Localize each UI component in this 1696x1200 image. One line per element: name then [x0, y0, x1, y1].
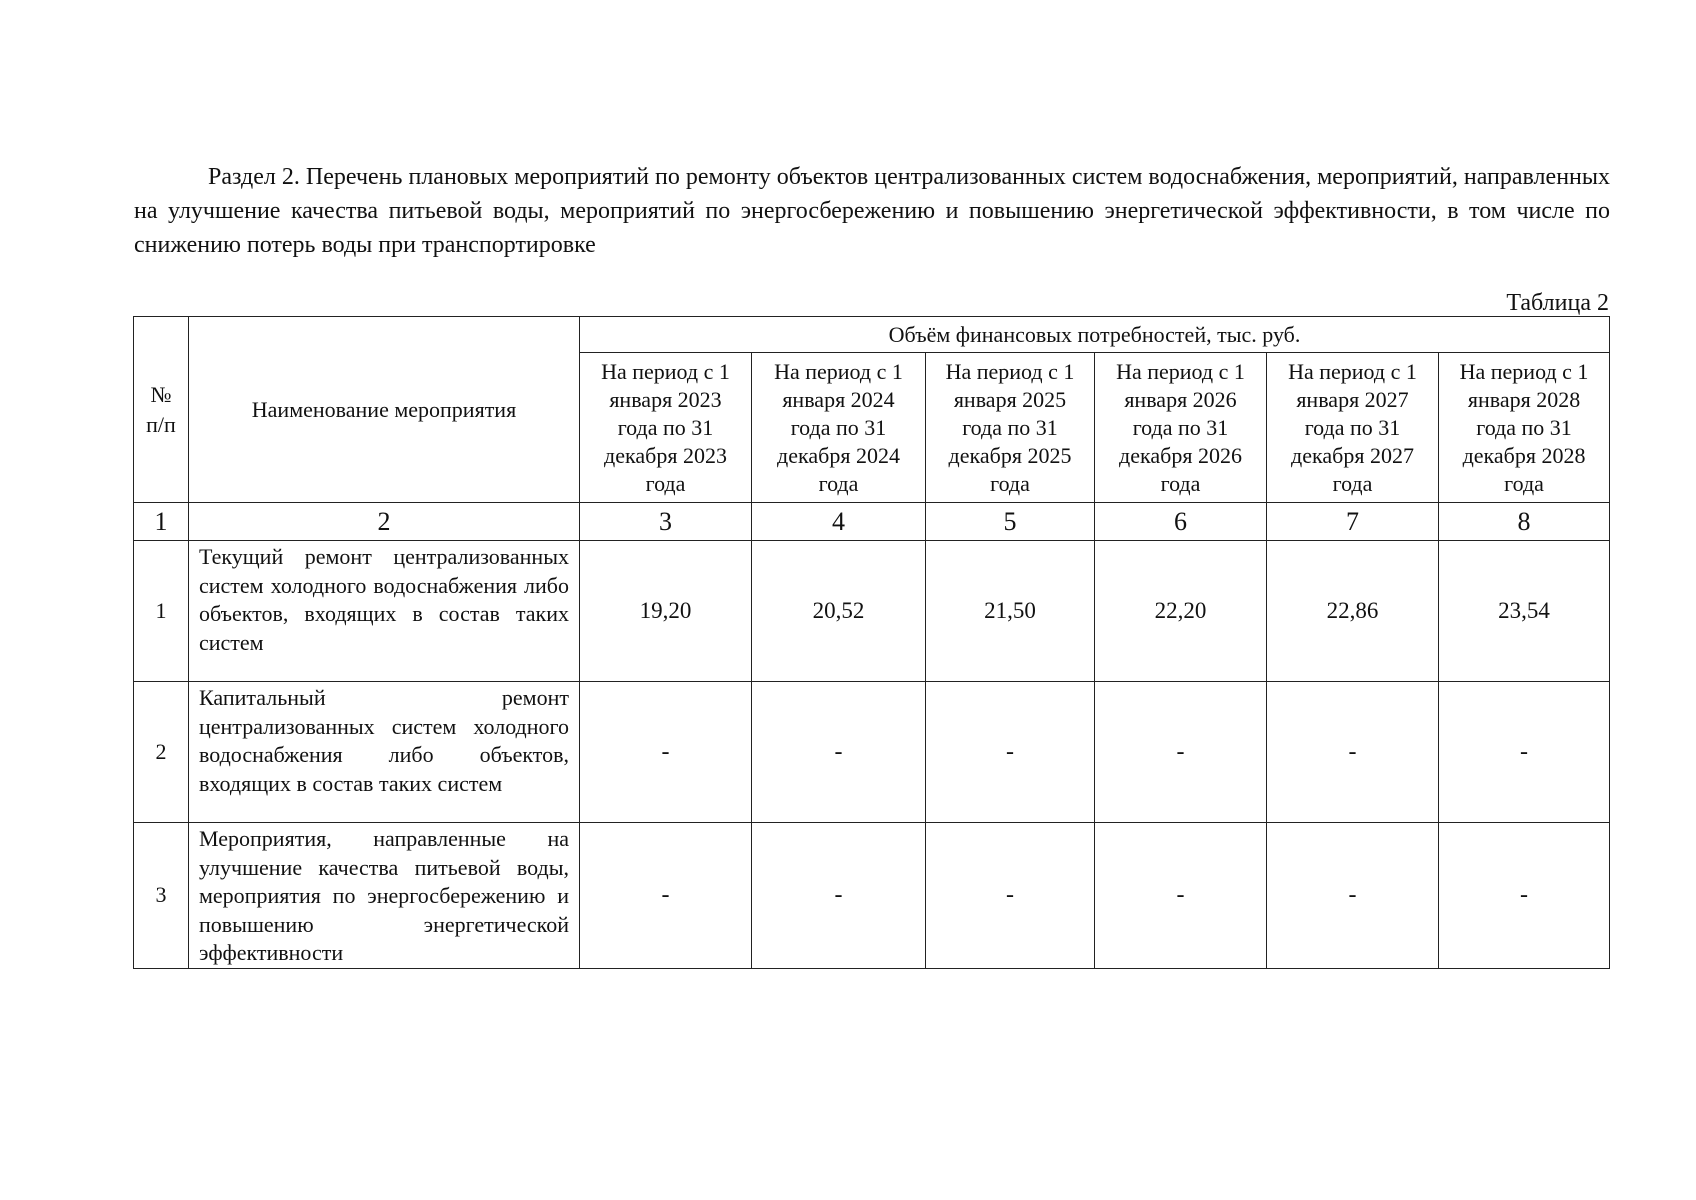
row-value: - — [580, 823, 752, 969]
column-number: 8 — [1439, 503, 1610, 541]
row-value: 23,54 — [1439, 541, 1610, 682]
row-number: 3 — [134, 823, 189, 969]
row-value: 21,50 — [926, 541, 1095, 682]
column-numbers-row — [134, 503, 1610, 541]
row-value: - — [580, 682, 752, 823]
section-heading: Раздел 2. Перечень плановых мероприятий по ремонту объектов централизованных систем водоснабжения, мероприятий, направленных на улучшение качества питьевой воды, мероприятий по энергосбережению и повышению энергетической эффективности, в том числе по снижению потерь воды при транспортировке — [134, 164, 1610, 258]
header-period-2023: На период с 1 января 2023 года по 31 декабря 2023 года — [580, 353, 752, 503]
row-value: - — [752, 682, 926, 823]
row-value: 20,52 — [752, 541, 926, 682]
row-value: - — [1267, 682, 1439, 823]
row-value: - — [1439, 823, 1610, 969]
row-value: - — [1439, 682, 1610, 823]
header-period-2027: На период с 1 января 2027 года по 31 декабря 2027 года — [1267, 353, 1439, 503]
column-number: 7 — [1267, 503, 1439, 541]
row-value: - — [926, 682, 1095, 823]
column-number: 1 — [134, 503, 189, 541]
header-period-2028: На период с 1 января 2028 года по 31 декабря 2028 года — [1439, 353, 1610, 503]
header-period-2025: На период с 1 января 2025 года по 31 декабря 2025 года — [926, 353, 1095, 503]
header-row-top — [134, 317, 1610, 353]
row-value: 22,86 — [1267, 541, 1439, 682]
table-caption: Таблица 2 — [1506, 290, 1609, 316]
row-value: - — [1095, 823, 1267, 969]
column-number: 2 — [189, 503, 580, 541]
column-number: 5 — [926, 503, 1095, 541]
row-value: - — [752, 823, 926, 969]
table-row — [134, 541, 1610, 682]
header-period-2024: На период с 1 января 2024 года по 31 декабря 2024 года — [752, 353, 926, 503]
header-name: Наименование мероприятия — [189, 317, 580, 503]
row-name: Текущий ремонт централизованных систем холодного водоснабжения либо объектов, входящих в состав таких систем — [189, 541, 580, 682]
row-value: - — [1095, 682, 1267, 823]
table-row — [134, 682, 1610, 823]
row-number: 2 — [134, 682, 189, 823]
header-period-2026: На период с 1 января 2026 года по 31 декабря 2026 года — [1095, 353, 1267, 503]
column-number: 4 — [752, 503, 926, 541]
row-value: - — [926, 823, 1095, 969]
row-name: Капитальный ремонт централизованных систем холодного водоснабжения либо объектов, входящих в состав таких систем — [189, 682, 580, 823]
row-name: Мероприятия, направленные на улучшение качества питьевой воды, мероприятия по энергосбережению и повышению энергетической эффективности — [189, 823, 580, 969]
row-number: 1 — [134, 541, 189, 682]
column-number: 3 — [580, 503, 752, 541]
row-value: 22,20 — [1095, 541, 1267, 682]
header-funding-group: Объём финансовых потребностей, тыс. руб. — [580, 317, 1610, 353]
table-row — [134, 823, 1610, 969]
column-number: 6 — [1095, 503, 1267, 541]
funding-table — [133, 316, 1610, 969]
row-value: 19,20 — [580, 541, 752, 682]
header-number: № п/п — [134, 317, 189, 503]
row-value: - — [1267, 823, 1439, 969]
